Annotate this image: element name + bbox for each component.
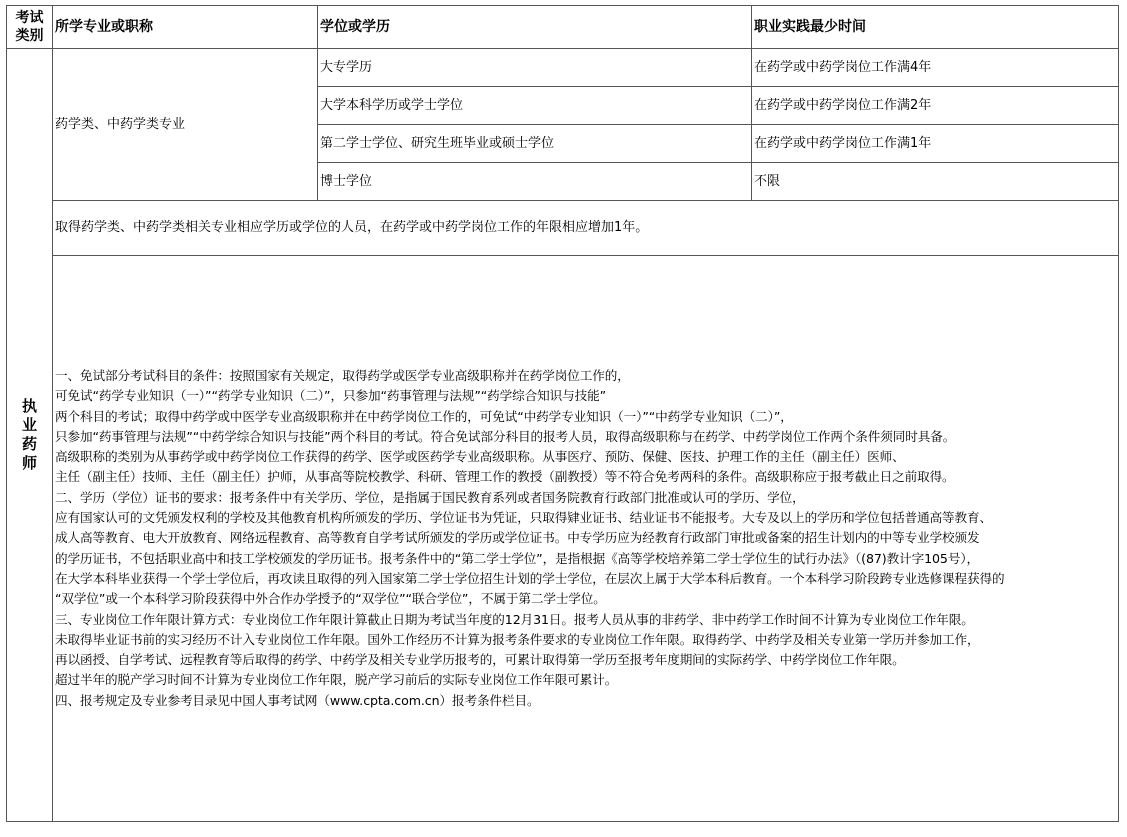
practice-cell: 在药学或中药学岗位工作满2年 bbox=[752, 87, 1119, 125]
header-practice: 职业实践最少时间 bbox=[752, 6, 1119, 49]
note-line: 只参加“药事管理与法规”“中药学综合知识与技能”两个科目的考试。符合免试部分科目的报考人员，取得高级职称与在药学、中药学岗位工作两个条件须同时具备。 bbox=[55, 428, 956, 444]
degree-cell: 博士学位 bbox=[318, 163, 752, 201]
note-line: 三、专业岗位工作年限计算方式：专业岗位工作年限计算截止日期为考试当年度的12月31日。报考人员从事的非药学、非中药学工作时间不计算为专业岗位工作年限。 bbox=[55, 611, 974, 627]
degree-cell: 第二学士学位、研究生班毕业或硕士学位 bbox=[318, 125, 752, 163]
requirements-table bbox=[6, 5, 1119, 822]
notes-row bbox=[7, 256, 1119, 822]
note-line: “双学位”或一个本科学习阶段获得中外合作办学授予的“双学位”“联合学位”，不属于第二学士学位。 bbox=[55, 591, 606, 607]
header-category-line-1: 考试 bbox=[15, 10, 44, 26]
related-note: 取得药学类、中药学类相关专业相应学历或学位的人员，在药学或中药学岗位工作的年限相应增加1年。 bbox=[53, 201, 1119, 256]
header-category-line-2: 类别 bbox=[15, 28, 44, 44]
notes-cell bbox=[53, 256, 1119, 822]
practice-cell: 在药学或中药学岗位工作满4年 bbox=[752, 49, 1119, 87]
related-note-row bbox=[7, 201, 1119, 256]
category-cell bbox=[7, 49, 53, 822]
note-line: 成人高等教育、电大开放教育、网络远程教育、高等教育自学考试所颁发的学历或学位证书。中专学历应为经教育行政部门审批或备案的招生计划内的中等专业学校颁发 bbox=[55, 530, 980, 546]
table-row bbox=[7, 49, 1119, 87]
header-category bbox=[7, 6, 53, 49]
note-line: 可免试“药学专业知识（一）”“药学专业知识（二）”，只参加“药事管理与法规”“药学综合知识与技能” bbox=[55, 388, 607, 404]
note-line: 两个科目的考试；取得中药学或中医学专业高级职称并在中药学岗位工作的，可免试“中药学专业知识（一）”“中药学专业知识（二）”， bbox=[55, 408, 793, 424]
degree-cell: 大专学历 bbox=[318, 49, 752, 87]
header-degree: 学位或学历 bbox=[318, 6, 752, 49]
note-line: 未取得毕业证书前的实习经历不计入专业岗位工作年限。国外工作经历不计算为报考条件要求的专业岗位工作年限。取得药学、中药学及相关专业第一学历并参加工作， bbox=[55, 631, 980, 647]
note-line: 超过半年的脱产学习时间不计算为专业岗位工作年限，脱产学习前后的实际专业岗位工作年限可累计。 bbox=[55, 672, 618, 688]
note-line: 应有国家认可的文凭颁发权利的学校及其他教育机构所颁发的学历、学位证书为凭证，只取得肄业证书、结业证书不能报考。大专及以上的学历和学位包括普通高等教育、 bbox=[55, 510, 993, 526]
practice-cell: 在药学或中药学岗位工作满1年 bbox=[752, 125, 1119, 163]
category-char: 执 bbox=[21, 397, 37, 415]
degree-cell: 大学本科学历或学士学位 bbox=[318, 87, 752, 125]
note-line: 二、学历（学位）证书的要求：报考条件中有关学历、学位，是指属于国民教育系列或者国务院教育行政部门批准或认可的学历、学位， bbox=[55, 489, 805, 505]
note-line: 四、报考规定及专业参考目录见中国人事考试网（www.cpta.com.cn）报考条件栏目。 bbox=[55, 692, 540, 708]
category-char: 师 bbox=[21, 454, 37, 472]
practice-cell: 不限 bbox=[752, 163, 1119, 201]
category-char: 药 bbox=[21, 435, 37, 453]
note-line: 在大学本科毕业获得一个学士学位后，再攻读且取得的列入国家第二学士学位招生计划的学士学位，在层次上属于大学本科后教育。一个本科学习阶段跨专业选修课程获得的 bbox=[55, 570, 1005, 586]
header-row bbox=[7, 6, 1119, 49]
note-line: 一、免试部分考试科目的条件：按照国家有关规定，取得药学或医学专业高级职称并在药学岗位工作的， bbox=[55, 367, 630, 383]
category-char: 业 bbox=[21, 416, 37, 434]
note-line: 高级职称的类别为从事药学或中药学岗位工作获得的药学、医学或医药学专业高级职称。从事医疗、预防、保健、医技、护理工作的主任（副主任）医师、 bbox=[55, 449, 905, 465]
note-line: 再以函授、自学考试、远程教育等后取得的药学、中药学及相关专业学历报考的，可累计取得第一学历至报考年度期间的实际药学、中药学岗位工作年限。 bbox=[55, 652, 905, 668]
note-line: 主任（副主任）技师、主任（副主任）护师，从事高等院校教学、科研、管理工作的教授（副教授）等不符合免考两科的条件。高级职称应于报考截止日之前取得。 bbox=[55, 469, 955, 485]
major-cell: 药学类、中药学类专业 bbox=[53, 49, 318, 201]
header-major: 所学专业或职称 bbox=[53, 6, 318, 49]
note-line: 的学历证书，不包括职业高中和技工学校颁发的学历证书。报考条件中的“第二学士学位”，是指根据《高等学校培养第二学士学位生的试行办法》（(87)教计字105号）， bbox=[55, 550, 980, 566]
